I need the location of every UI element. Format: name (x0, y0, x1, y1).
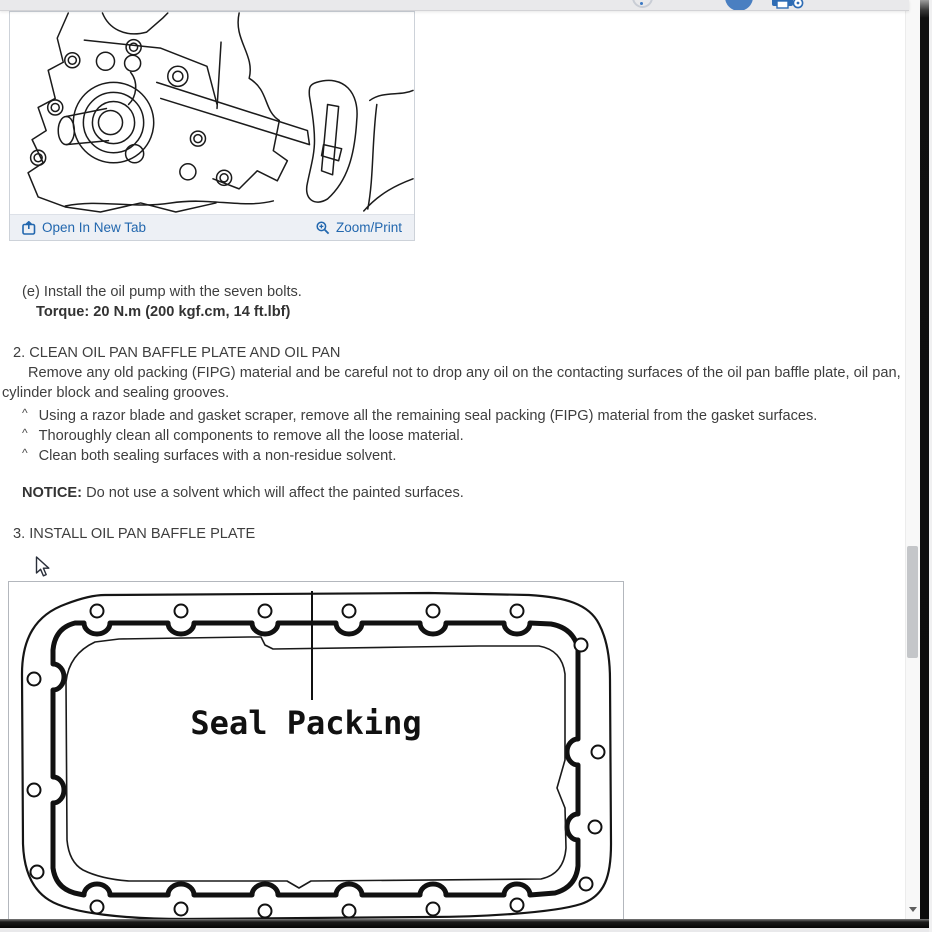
scrollbar-track[interactable] (905, 0, 921, 919)
section2-title: 2. CLEAN OIL PAN BAFFLE PLATE AND OIL PAN (13, 345, 341, 361)
figure1-footer (10, 214, 414, 240)
oil-pump-drawing (10, 12, 414, 214)
open-in-new-tab-icon (22, 221, 36, 235)
screen-bottom-strip (0, 928, 929, 932)
notice-text: Do not use a solvent which will affect the painted surfaces. (86, 485, 464, 501)
figure-oil-pump (9, 11, 415, 241)
zoom-print-label: Zoom/Print (335, 220, 402, 235)
oil-pan-line-art (9, 582, 623, 920)
bolt-holes (28, 605, 605, 918)
status-dot-icon (640, 2, 643, 5)
top-toolbar (0, 0, 909, 11)
caret-marker: ^ (22, 426, 28, 440)
scrollbar-thumb[interactable] (907, 546, 918, 658)
figure-oil-pan (8, 581, 624, 920)
notice-label: NOTICE: (22, 485, 82, 501)
pan-outer-outline (22, 593, 611, 919)
user-avatar[interactable] (725, 0, 753, 11)
zoom-plus-icon (316, 221, 330, 235)
seal-packing-label: Seal Packing (190, 704, 422, 742)
step-e-text: (e) Install the oil pump with the seven bolts. (22, 284, 302, 300)
window-bottom-edge (0, 919, 929, 928)
pan-inner-outline (66, 637, 566, 888)
zoom-print-link[interactable] (316, 220, 402, 235)
print-icon[interactable] (772, 0, 804, 10)
chevron-down-icon (909, 907, 917, 912)
oil-pump-line-art (10, 12, 414, 214)
bullet-item (22, 443, 396, 466)
bullet-text: Clean both sealing surfaces with a non-residue solvent. (38, 448, 397, 464)
torque-spec-text: Torque: 20 N.m (200 kgf.cm, 14 ft.lbf) (36, 304, 291, 320)
open-in-new-tab-link[interactable] (22, 220, 146, 235)
section2-body: Remove any old packing (FIPG) material and be careful not to drop any oil on the contacting surfaces of the oil pan baffle plate, oil pan, cylinder block and sealing grooves. (2, 365, 901, 401)
notice-line (22, 483, 464, 503)
seal-packing-bead (53, 623, 578, 895)
bolt-icons (31, 40, 232, 186)
caret-marker: ^ (22, 406, 28, 420)
mouse-cursor (35, 556, 51, 578)
window-right-edge (920, 0, 929, 932)
section3-title: 3. INSTALL OIL PAN BAFFLE PLATE (13, 526, 256, 542)
bullet-text: Thoroughly clean all components to remove all the loose material. (38, 428, 464, 444)
scrollbar-down-button[interactable] (905, 901, 920, 918)
caret-marker: ^ (22, 446, 28, 460)
open-in-new-tab-label: Open In New Tab (42, 220, 147, 235)
bullet-text: Using a razor blade and gasket scraper, remove all the remaining seal packing (FIPG) material from the gasket surfaces. (38, 408, 818, 424)
